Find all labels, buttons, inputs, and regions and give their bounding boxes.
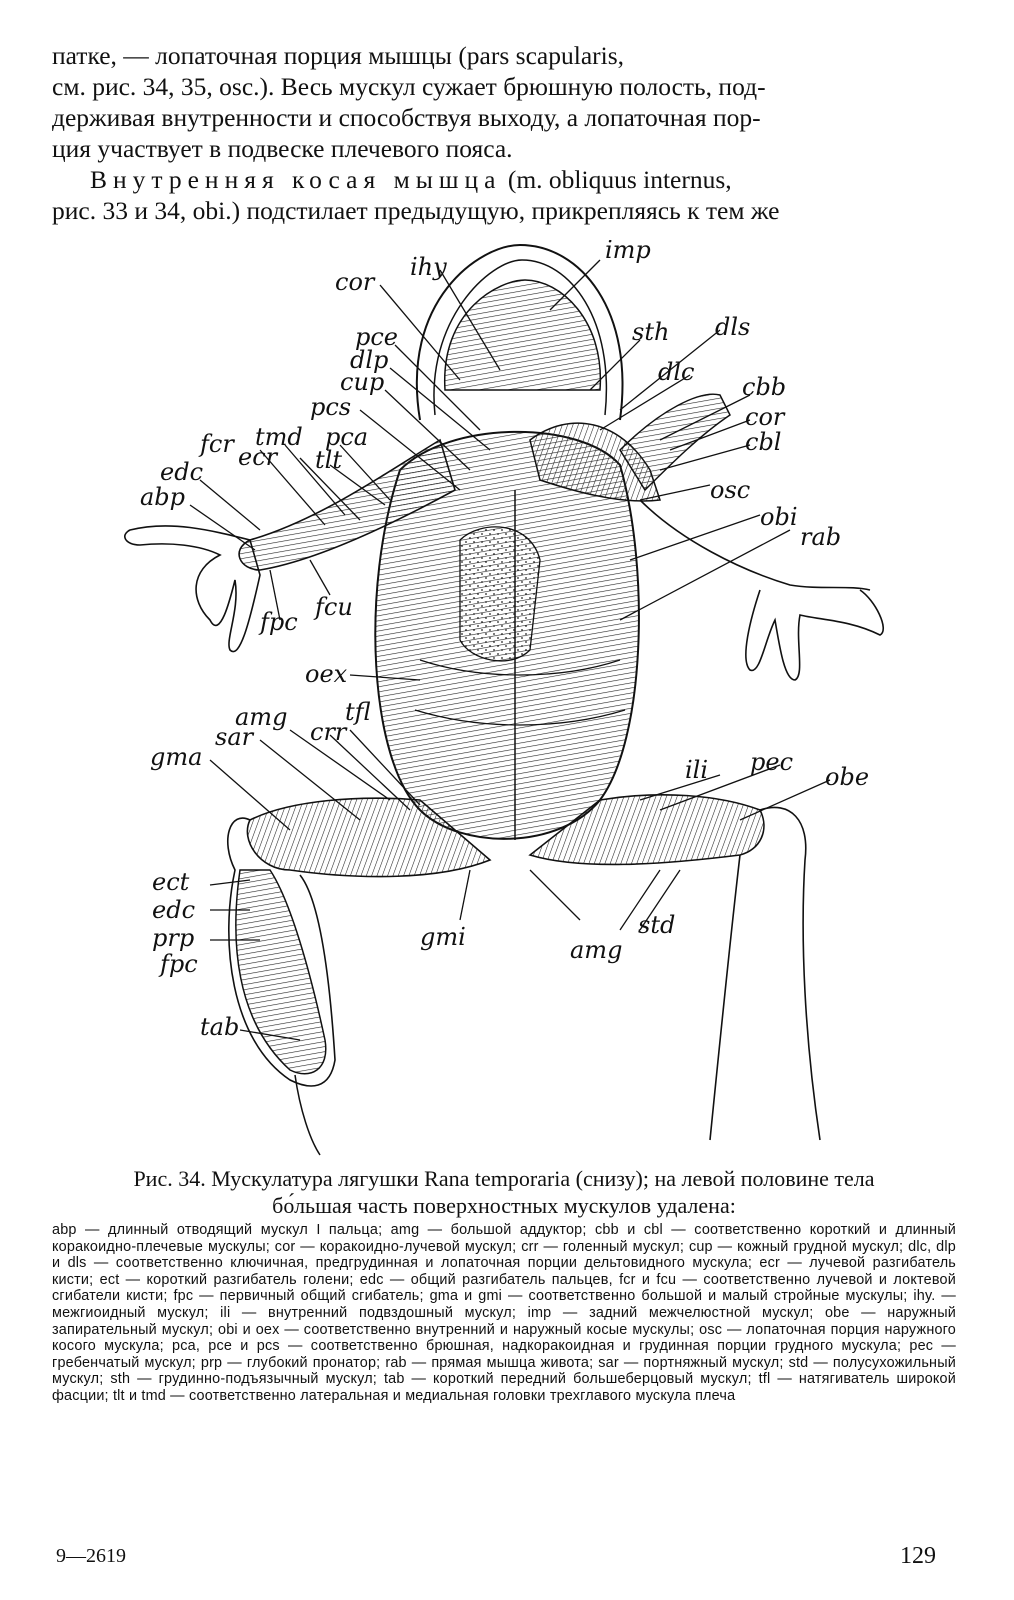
label-pcs: pcs xyxy=(310,393,352,421)
paragraph-1 xyxy=(52,40,952,164)
caption-title-line: Рис. 34. Мускулатура лягушки Rana temporaria (снизу); на левой половине тела xyxy=(133,1166,875,1191)
page-number: 129 xyxy=(900,1543,936,1569)
figure-legend: abp — длинный отводящий мускул I пальца; amg — большой аддуктор; cbb и cbl — соответственно короткий и длинный коракоидно-плечевые мускулы; cor — коракоидно-лучевой мускул; crr — голенный мускул; cup — кожный грудной мускул; dlc, dlp и dls — соответственно ключичная, предгрудинная и лопаточная порции дельтовидного мускула; ecr — лучевой разгибатель кисти; ect — короткий разгибатель голени; edc — общий разгибатель пальцев, fcr и fcu — соответственно лучевой и локтевой сгибатели кисти; fpc — первичный общий сгибатель; gma и gmi — соответственно большой и малый стройные мускулы; ihy. — межгиоидный мускул; ili — внутренний подвздошный мускул; imp — задний межчелюстной мускул; obe — наружный запирательный мускул; obi и oex — соответственно внутренний и наружный косые мускулы; osc — лопаточная порция наружного косого мускула; pca, pce и pcs — соответственно брюшная, надкоракоидная и грудинная порции грудного мускула; pec — гребенчатый мускул; prp — глубокий пронатор; rab — прямая мышца живота; sar — портняжный мускул; std — полусухожильный мускул; sth — грудинно-подъязычный мускул; tab — короткий передний большеберцовый мускул; tfl — натягиватель широкой фасции; tlt и tmd — соответственно латеральная и медиальная головки трехглавого мускула плеча xyxy=(52,1222,956,1404)
label-rab: rab xyxy=(800,523,842,551)
label-ili: ili xyxy=(685,756,709,784)
label-ihy: ihy xyxy=(410,253,447,281)
label-cor-right: cor xyxy=(745,403,785,431)
label-sar: sar xyxy=(215,723,254,751)
label-tab: tab xyxy=(200,1013,240,1041)
pectoral-area xyxy=(460,527,540,661)
label-cbl: cbl xyxy=(745,428,782,456)
label-prp: prp xyxy=(152,924,195,952)
label-pec: pec xyxy=(750,748,794,776)
label-pca: pca xyxy=(325,423,369,451)
label-ect: ect xyxy=(152,868,190,896)
label-ecr: ecr xyxy=(238,443,278,471)
label-crr: crr xyxy=(310,718,347,746)
label-tlt: tlt xyxy=(315,446,342,474)
body-line: рис. 33 и 34, obi.) подстилает предыдущую, прикрепляясь к тем же xyxy=(52,196,780,225)
label-amg: amg xyxy=(235,703,288,731)
label-pce: pce xyxy=(355,323,399,351)
right-leg-outline xyxy=(710,855,740,1140)
label-oex: oex xyxy=(305,660,348,688)
label-amg-leg: amg xyxy=(570,936,623,964)
printer-signature: 9—2619 xyxy=(56,1545,126,1567)
label-tfl: tfl xyxy=(345,698,371,726)
label-fcu: fcu xyxy=(315,593,353,621)
caption-title-line: бо́льшая часть поверхностных мускулов удалена: xyxy=(272,1193,736,1218)
body-line: (m. obliquus internus, xyxy=(501,165,732,194)
label-gmi: gmi xyxy=(420,923,466,951)
figure-caption-title xyxy=(52,1165,956,1219)
label-std: std xyxy=(638,911,676,939)
label-cup: cup xyxy=(340,368,385,396)
term-spaced: Внутренняя косая мышца xyxy=(90,165,502,194)
body-line: ция участвует в подвеске плечевого пояса. xyxy=(52,134,513,163)
label-fpc: fpc xyxy=(260,608,298,636)
label-fpc-leg: fpc xyxy=(160,950,198,978)
label-fcr: fcr xyxy=(200,430,234,458)
right-leg-outline xyxy=(760,807,820,1140)
label-cbb: cbb xyxy=(742,373,787,401)
label-obi: obi xyxy=(760,503,798,531)
label-edc-leg: edc xyxy=(152,896,196,924)
label-edc: edc xyxy=(160,458,204,486)
label-tmd: tmd xyxy=(255,423,303,451)
jaw-muscle xyxy=(445,280,601,390)
body-text xyxy=(52,40,952,226)
label-cor: cor xyxy=(335,268,375,296)
label-gma: gma xyxy=(150,743,203,771)
label-dlp: dlp xyxy=(350,346,389,374)
left-foot xyxy=(295,1075,320,1155)
right-hand xyxy=(746,590,883,680)
body-line: патке, — лопаточная порция мышцы (pars scapularis, xyxy=(52,41,625,70)
body-line: держивая внутренности и способствуя выходу, а лопаточная пор- xyxy=(52,103,761,132)
label-osc: osc xyxy=(710,476,751,504)
label-abp: abp xyxy=(140,483,186,511)
frog-muscle-figure xyxy=(60,240,960,1160)
label-dlc: dlc xyxy=(658,358,695,386)
label-dls: dls xyxy=(715,313,751,341)
body-line: см. рис. 34, 35, osc.). Весь мускул сужает брюшную полость, под- xyxy=(52,72,766,101)
paragraph-2 xyxy=(52,164,952,226)
frog-illustration xyxy=(60,240,960,1160)
left-hand xyxy=(125,526,260,652)
label-sth: sth xyxy=(632,318,670,346)
label-obe: obe xyxy=(825,763,870,791)
label-imp: imp xyxy=(605,240,651,264)
